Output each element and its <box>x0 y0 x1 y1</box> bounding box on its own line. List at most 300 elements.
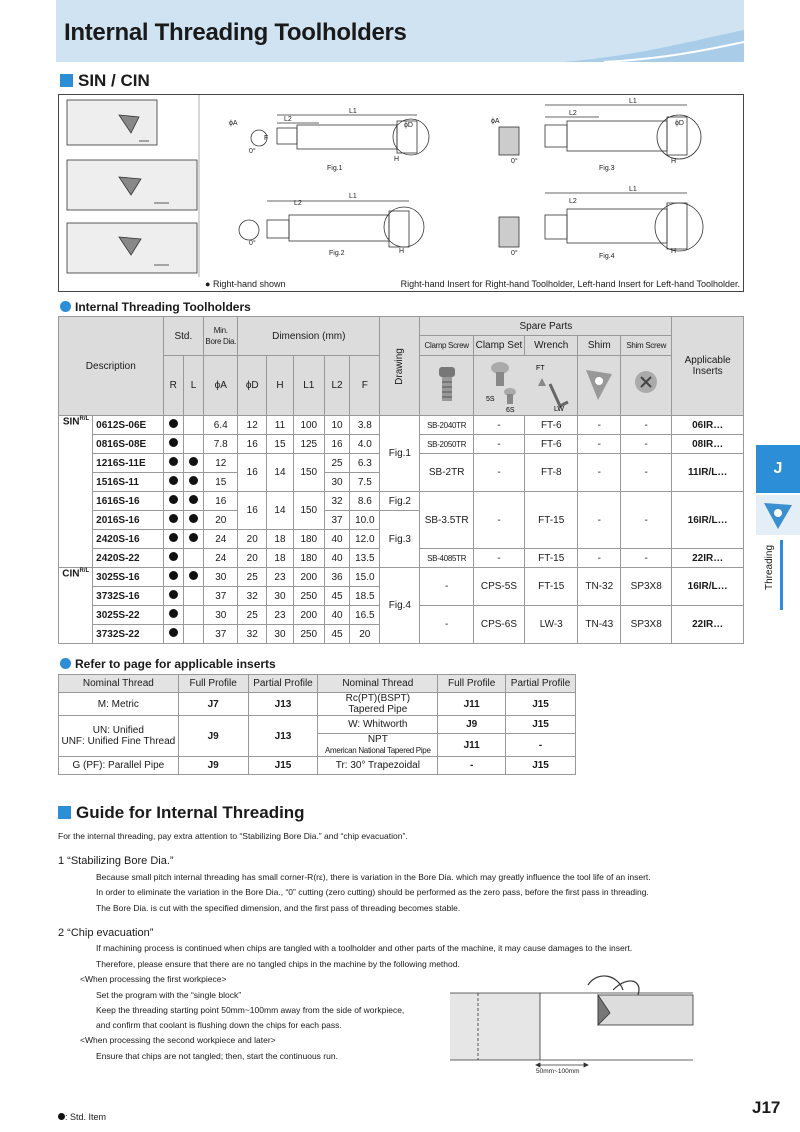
code-cell: 1216S-11E <box>93 454 163 473</box>
cell-set: CPS-6S <box>473 606 524 644</box>
refer-heading <box>60 657 276 671</box>
code-cell: 1516S-11 <box>93 473 163 492</box>
header-drawing <box>380 317 420 416</box>
std-r <box>163 606 183 625</box>
ref-cell: W: Whitworth <box>318 716 438 734</box>
ref-rc-1: Rc(PT)(BSPT) <box>345 693 411 704</box>
std-l <box>183 568 203 587</box>
cell-h: 15 <box>267 435 294 454</box>
cell-l1: 100 <box>293 416 324 435</box>
cell-a: 6.4 <box>204 416 238 435</box>
std-l <box>183 435 203 454</box>
cell-screw: - <box>420 606 473 644</box>
ref-link: J15 <box>506 693 576 716</box>
dim-l1-1: L1 <box>349 108 357 115</box>
std-l <box>183 416 203 435</box>
std-item-icon <box>169 514 178 523</box>
dim-zero-4: 0° <box>511 250 518 257</box>
cell-d: 16 <box>238 435 267 454</box>
cell-screw: SB-2040TR <box>420 416 473 435</box>
refer-table <box>58 674 576 775</box>
guide-s1-line: Because small pitch internal threading has small corner-R(rε), there is variation in the Bore Dia. which may greatly influence the tool life of an insert. <box>96 872 651 882</box>
std-r <box>163 454 183 473</box>
cell-wrench: FT-15 <box>525 492 578 549</box>
std-l <box>183 587 203 606</box>
cell-set: - <box>473 435 524 454</box>
clamp-screw-image <box>420 356 473 416</box>
bullet-icon <box>60 658 71 669</box>
std-item-icon <box>189 571 198 580</box>
guide-first-line: and confirm that coolant is flushing down the chips for each pass. <box>96 1020 342 1030</box>
ref-header: Nominal Thread <box>318 675 438 693</box>
drawing-vertical-label: Drawing <box>394 347 406 385</box>
shim-image <box>578 356 621 416</box>
ref-rc-2: Tapered Pipe <box>348 704 408 715</box>
side-label-text: Threading <box>764 544 775 590</box>
cell-l1: 150 <box>293 492 324 530</box>
ref-link: J9 <box>178 716 248 757</box>
series-cin-suffix: R/L <box>79 568 90 574</box>
cell-d: 25 <box>238 568 267 587</box>
cell-wrench: FT-6 <box>525 416 578 435</box>
dim-a-3: ϕA <box>491 118 500 125</box>
cell-f: 4.0 <box>350 435 380 454</box>
cell-f: 20 <box>350 625 380 644</box>
cell-shim: - <box>578 549 621 568</box>
note-right: Right-hand Insert for Right-hand Toolholder, Left-hand Insert for Left-hand Toolholder. <box>400 279 740 289</box>
cell-a: 20 <box>204 511 238 530</box>
dim-l1-3: L1 <box>629 98 637 105</box>
code-cell: 2420S-22 <box>93 549 163 568</box>
ref-link: J11 <box>438 734 506 757</box>
header-h: H <box>267 356 294 416</box>
dim-h-3: H <box>671 158 677 165</box>
ref-header: Full Profile <box>438 675 506 693</box>
dim-d-3: ϕD <box>675 120 684 127</box>
side-label <box>760 540 784 610</box>
drawing-box <box>58 94 744 292</box>
header-clamp-set: Clamp Set <box>473 336 524 356</box>
cell-a: 24 <box>204 549 238 568</box>
cell-f: 6.3 <box>350 454 380 473</box>
cell-shimscrew: - <box>621 492 672 549</box>
ref-link: - <box>438 757 506 775</box>
toolholders-heading <box>60 300 251 314</box>
right-hand-note: ● Right-hand shown <box>205 279 286 289</box>
guide-title: Guide for Internal Threading <box>76 803 305 822</box>
std-l <box>183 549 203 568</box>
cell-d: 25 <box>238 606 267 625</box>
std-l <box>183 473 203 492</box>
shim-screw-icon <box>630 364 662 404</box>
std-item-icon <box>169 552 178 561</box>
std-l <box>183 530 203 549</box>
chip-evacuation-diagram <box>448 965 694 1075</box>
cell-a: 16 <box>204 492 238 511</box>
cell-l2: 30 <box>324 473 350 492</box>
cell-l1: 150 <box>293 454 324 492</box>
std-l <box>183 625 203 644</box>
cell-f: 10.0 <box>350 511 380 530</box>
table-row <box>59 568 744 587</box>
cell-f: 15.0 <box>350 568 380 587</box>
cell-h: 14 <box>267 454 294 492</box>
cell-shimscrew: - <box>621 549 672 568</box>
ref-npt-2: American National Tapered Pipe <box>325 746 431 755</box>
std-item-icon <box>58 1113 65 1120</box>
cell-f: 3.8 <box>350 416 380 435</box>
fig2-label: Fig.2 <box>329 250 345 257</box>
cell-l2: 40 <box>324 606 350 625</box>
cell-h: 30 <box>267 625 294 644</box>
cell-f: 13.5 <box>350 549 380 568</box>
header-l: L <box>183 356 203 416</box>
ref-cell: M: Metric <box>59 693 179 716</box>
cell-f: 8.6 <box>350 492 380 511</box>
cell-l1: 125 <box>293 435 324 454</box>
table-row <box>59 492 744 511</box>
cell-l2: 36 <box>324 568 350 587</box>
guide-s2-line: Therefore, please ensure that there are no tangled chips in the machine by the following method. <box>96 959 460 969</box>
std-r <box>163 511 183 530</box>
cell-h: 23 <box>267 568 294 587</box>
cell-f: 16.5 <box>350 606 380 625</box>
cell-shim: - <box>578 492 621 549</box>
header-l2: L2 <box>324 356 350 416</box>
std-item-icon <box>169 457 178 466</box>
std-r <box>163 473 183 492</box>
std-l <box>183 511 203 530</box>
series-cin-text: CIN <box>62 568 80 580</box>
cell-l1: 200 <box>293 568 324 587</box>
ref-cell: Tr: 30° Trapezoidal <box>318 757 438 775</box>
guide-s2-title: 2 “Chip evacuation” <box>58 927 154 939</box>
dim-zero-3: 0° <box>511 158 518 165</box>
series-sin-text: SIN <box>62 416 80 428</box>
code-cell: 0612S-06E <box>93 416 163 435</box>
guide-first-line: Set the program with the “single block” <box>96 990 242 1000</box>
dim-l1-2: L1 <box>349 193 357 200</box>
header-a: ϕA <box>204 356 238 416</box>
cell-f: 18.5 <box>350 587 380 606</box>
series-sin-suffix: R/L <box>79 416 90 422</box>
cell-screw: SB-3.5TR <box>420 492 473 549</box>
std-item-icon <box>189 476 198 485</box>
cell-d: 20 <box>238 549 267 568</box>
std-l <box>183 492 203 511</box>
dim-d-1: ϕD <box>404 122 413 129</box>
lbl-ft: FT <box>535 365 545 372</box>
cell-a: 12 <box>204 454 238 473</box>
cell-screw: - <box>420 568 473 606</box>
std-item-icon <box>189 514 198 523</box>
refer-heading-text: Refer to page for applicable inserts <box>75 657 276 671</box>
std-item-icon <box>169 571 178 580</box>
cell-h: 18 <box>267 530 294 549</box>
guide-second-wp: <When processing the second workpiece and later> <box>80 1035 276 1045</box>
cell-h: 11 <box>267 416 294 435</box>
header-spare-parts: Spare Parts <box>420 317 672 336</box>
side-bar <box>780 540 783 610</box>
header-clamp-screw: Clamp Screw <box>420 336 473 356</box>
ref-npt-1: NPT <box>367 734 388 745</box>
fig4-label: Fig.4 <box>599 253 615 260</box>
cell-wrench: FT-8 <box>525 454 578 492</box>
header-shim-screw: Shim Screw <box>621 336 672 356</box>
section-square-icon <box>60 74 73 87</box>
threading-insert-icon <box>756 495 800 535</box>
cell-shimscrew: - <box>621 454 672 492</box>
dim-h-1: H <box>394 156 400 163</box>
ref-cell <box>59 716 179 757</box>
cell-shimscrew: SP3X8 <box>621 568 672 606</box>
cell-h: 23 <box>267 606 294 625</box>
cell-l1: 250 <box>293 625 324 644</box>
guide-first-line: Keep the threading starting point 50mm~100mm away from the side of workpiece, <box>96 1005 405 1015</box>
ref-link: J13 <box>248 716 318 757</box>
cell-a: 30 <box>204 568 238 587</box>
ref-cell: G (PF): Parallel Pipe <box>59 757 179 775</box>
std-l <box>183 454 203 473</box>
header-wrench: Wrench <box>525 336 578 356</box>
clamp-set-icon <box>478 356 574 412</box>
dim-zero-2: 0° <box>249 240 256 247</box>
dim-a-1: ϕA <box>229 120 238 127</box>
cell-insert: 16IR/L… <box>672 492 744 549</box>
drawing-fig2: Fig.2 <box>380 492 420 511</box>
cell-set: - <box>473 454 524 492</box>
std-l <box>183 606 203 625</box>
cell-insert: 22IR… <box>672 549 744 568</box>
ref-cell <box>318 693 438 716</box>
cell-a: 37 <box>204 625 238 644</box>
guide-s1-line: The Bore Dia. is cut with the specified dimension, and the first pass of threading becomes stable. <box>96 903 461 913</box>
page-number: J17 <box>752 1098 781 1117</box>
dim-l1-4: L1 <box>629 186 637 193</box>
ref-link: J15 <box>506 716 576 734</box>
band-swoosh <box>444 0 744 62</box>
cell-insert: 08IR… <box>672 435 744 454</box>
code-cell: 3732S-16 <box>93 587 163 606</box>
cell-shimscrew: - <box>621 416 672 435</box>
cell-l2: 40 <box>324 530 350 549</box>
std-item-icon <box>189 533 198 542</box>
header-std: Std. <box>163 317 204 356</box>
header-description: Description <box>59 317 164 416</box>
cell-shim: - <box>578 416 621 435</box>
fig3-label: Fig.3 <box>599 165 615 172</box>
cell-a: 24 <box>204 530 238 549</box>
cell-screw: SB-2050TR <box>420 435 473 454</box>
ref-link: J15 <box>506 757 576 775</box>
cell-shimscrew: - <box>621 435 672 454</box>
ref-un-1: UN: Unified <box>92 725 144 736</box>
note-left: Right-hand shown <box>212 279 286 289</box>
dim-l2-2: L2 <box>294 200 302 207</box>
code-cell: 3732S-22 <box>93 625 163 644</box>
std-item-icon <box>169 438 178 447</box>
header-f: F <box>350 356 380 416</box>
std-r <box>163 416 183 435</box>
std-note-text: : Std. Item <box>65 1112 107 1122</box>
guide-s2-line: If machining process is continued when chips are tangled with a toolholder and other parts of the machine, it may cause damages to the insert. <box>96 943 633 953</box>
std-item-icon <box>169 419 178 428</box>
std-r <box>163 625 183 644</box>
cell-insert: 22IR… <box>672 606 744 644</box>
std-r <box>163 492 183 511</box>
cell-set: - <box>473 492 524 549</box>
cell-insert: 06IR… <box>672 416 744 435</box>
drawing-fig3: Fig.3 <box>380 511 420 568</box>
cell-d: 20 <box>238 530 267 549</box>
cell-l1: 180 <box>293 530 324 549</box>
cell-d: 16 <box>238 454 267 492</box>
guide-second-line: Ensure that chips are not tangled; then, start the continuous run. <box>96 1051 338 1061</box>
code-cell: 3025S-22 <box>93 606 163 625</box>
dim-h-2: H <box>399 248 405 255</box>
std-r <box>163 549 183 568</box>
header-d: ϕD <box>238 356 267 416</box>
cell-screw: SB-2TR <box>420 454 473 492</box>
series-cin <box>59 568 93 644</box>
toolholders-heading-text: Internal Threading Toolholders <box>75 300 251 314</box>
cell-a: 7.8 <box>204 435 238 454</box>
cell-screw: SB-4085TR <box>420 549 473 568</box>
toolholder-drawings <box>59 95 743 291</box>
dim-label: 50mm~100mm <box>536 1068 580 1075</box>
cell-l1: 200 <box>293 606 324 625</box>
section-title: SIN / CIN <box>78 71 150 90</box>
cell-l2: 10 <box>324 416 350 435</box>
std-r <box>163 435 183 454</box>
cell-f: 7.5 <box>350 473 380 492</box>
ref-cell <box>318 734 438 757</box>
code-cell: 2016S-16 <box>93 511 163 530</box>
clamp-screw-icon <box>432 364 462 404</box>
cell-l2: 32 <box>324 492 350 511</box>
cell-l2: 25 <box>324 454 350 473</box>
cell-shim: TN-43 <box>578 606 621 644</box>
cell-insert: 16IR/L… <box>672 568 744 606</box>
lbl-6s: 6S <box>505 407 515 412</box>
dim-zero-1: 0° <box>249 148 256 155</box>
section-tab-j[interactable]: J <box>756 445 800 493</box>
cell-d: 32 <box>238 625 267 644</box>
cell-h: 30 <box>267 587 294 606</box>
cell-l2: 45 <box>324 625 350 644</box>
dim-f-1: F <box>264 135 269 142</box>
cell-l2: 37 <box>324 511 350 530</box>
cell-wrench: FT-6 <box>525 435 578 454</box>
cell-d: 16 <box>238 492 267 530</box>
lbl-5s: 5S <box>485 396 495 403</box>
ref-link: J11 <box>438 693 506 716</box>
applicable-2: Inserts <box>692 366 723 377</box>
ref-link: J9 <box>438 716 506 734</box>
dim-l2-1: L2 <box>284 116 292 123</box>
cell-shim: TN-32 <box>578 568 621 606</box>
series-sin <box>59 416 93 568</box>
cell-a: 30 <box>204 606 238 625</box>
cell-wrench: FT-15 <box>525 549 578 568</box>
cell-l2: 40 <box>324 549 350 568</box>
std-note <box>58 1112 106 1122</box>
table-row <box>59 416 744 435</box>
dim-l2-4: L2 <box>569 198 577 205</box>
std-item-icon <box>169 495 178 504</box>
cell-l1: 250 <box>293 587 324 606</box>
cell-d: 32 <box>238 587 267 606</box>
lbl-lw: LW <box>553 406 564 412</box>
ref-link: J15 <box>248 757 318 775</box>
cell-a: 15 <box>204 473 238 492</box>
applicable-1: Applicable <box>684 355 731 366</box>
std-item-icon <box>169 533 178 542</box>
ref-header: Partial Profile <box>248 675 318 693</box>
std-item-icon <box>189 457 198 466</box>
code-cell: 0816S-08E <box>93 435 163 454</box>
shim-screw-image <box>621 356 672 416</box>
guide-intro: For the internal threading, pay extra attention to “Stabilizing Bore Dia.” and “chip evacuation”. <box>58 831 408 841</box>
header-l1: L1 <box>293 356 324 416</box>
clamp-set-wrench-image <box>473 356 578 416</box>
ref-header: Nominal Thread <box>59 675 179 693</box>
guide-heading <box>58 803 305 823</box>
toolholder-table <box>58 316 744 644</box>
std-item-icon <box>169 628 178 637</box>
ref-link: J7 <box>178 693 248 716</box>
cell-a: 37 <box>204 587 238 606</box>
cell-f: 12.0 <box>350 530 380 549</box>
drawing-fig4: Fig.4 <box>380 568 420 644</box>
code-cell: 1616S-16 <box>93 492 163 511</box>
ref-link: - <box>506 734 576 757</box>
fig1-label: Fig.1 <box>327 165 343 172</box>
cell-l1: 180 <box>293 549 324 568</box>
std-r <box>163 587 183 606</box>
ref-header: Partial Profile <box>506 675 576 693</box>
ref-un-2: UNF: Unified Fine Thread <box>61 736 176 747</box>
code-cell: 2420S-16 <box>93 530 163 549</box>
cell-l2: 45 <box>324 587 350 606</box>
cell-d: 12 <box>238 416 267 435</box>
header-applicable <box>672 317 744 416</box>
dim-l2-3: L2 <box>569 110 577 117</box>
ref-link: J13 <box>248 693 318 716</box>
header-r: R <box>163 356 183 416</box>
std-item-icon <box>189 495 198 504</box>
header-shim: Shim <box>578 336 621 356</box>
guide-first-wp: <When processing the first workpiece> <box>80 974 227 984</box>
cell-set: CPS-5S <box>473 568 524 606</box>
drawing-fig1: Fig.1 <box>380 416 420 492</box>
guide-s1-title: 1 “Stabilizing Bore Dia.” <box>58 855 174 867</box>
section-square-icon <box>58 806 71 819</box>
bullet-icon <box>60 301 71 312</box>
code-cell: 3025S-16 <box>93 568 163 587</box>
ref-link: J9 <box>178 757 248 775</box>
cell-shim: - <box>578 454 621 492</box>
cell-wrench: LW-3 <box>525 606 578 644</box>
shim-icon <box>582 364 616 404</box>
std-item-icon <box>169 609 178 618</box>
min-bore-2: Bore Dia. <box>205 337 237 346</box>
cell-shim: - <box>578 435 621 454</box>
min-bore-1: Min. <box>213 326 228 335</box>
cell-insert: 11IR/L… <box>672 454 744 492</box>
cell-wrench: FT-15 <box>525 568 578 606</box>
header-min-bore <box>204 317 238 356</box>
